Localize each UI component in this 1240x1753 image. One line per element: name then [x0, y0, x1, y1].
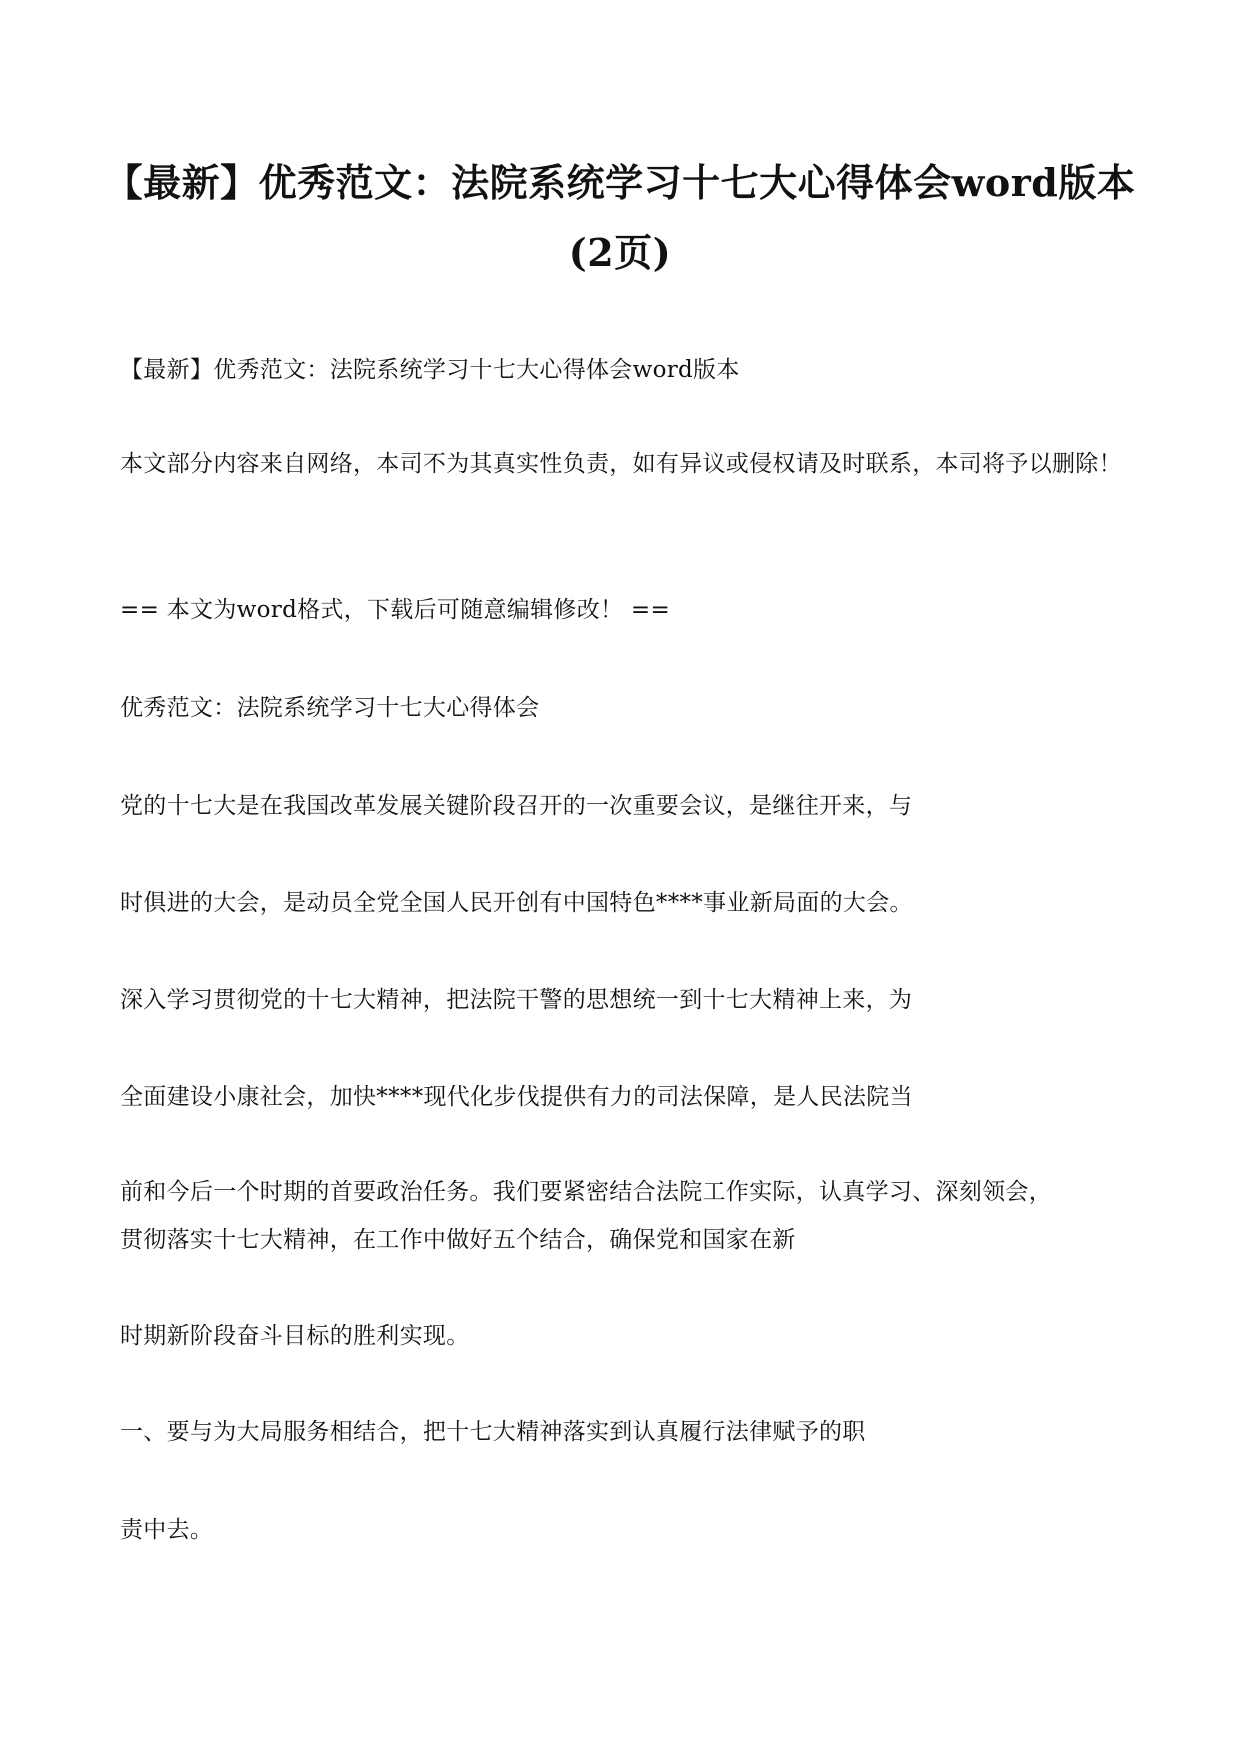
paragraph-heading-repeat: 【最新】优秀范文：法院系统学习十七大心得体会word版本 [120, 357, 740, 383]
paragraph-line-1: 党的十七大是在我国改革发展关键阶段召开的一次重要会议，是继往开来，与 [120, 793, 913, 819]
paragraph-line-8: 一、要与为大局服务相结合，把十七大精神落实到认真履行法律赋予的职 [120, 1419, 866, 1445]
paragraph-subtitle: 优秀范文：法院系统学习十七大心得体会 [120, 695, 540, 721]
paragraph-format-note: == 本文为word格式，下载后可随意编辑修改！ == [120, 597, 671, 623]
paragraph-line-3: 深入学习贯彻党的十七大精神，把法院干警的思想统一到十七大精神上来，为 [120, 987, 913, 1013]
title-line-1: 【最新】优秀范文：法院系统学习十七大心得体会word版本 [104, 160, 1136, 205]
paragraph-line-6: 贯彻落实十七大精神，在工作中做好五个结合，确保党和国家在新 [120, 1227, 796, 1253]
paragraph-disclaimer: 本文部分内容来自网络，本司不为其真实性负责，如有异议或侵权请及时联系，本司将予以删除！ [120, 451, 1122, 477]
paragraph-line-9: 责中去。 [120, 1517, 214, 1543]
document-title [100, 148, 1140, 288]
paragraph-line-4: 全面建设小康社会，加快****现代化步伐提供有力的司法保障，是人民法院当 [120, 1084, 913, 1110]
paragraph-line-7: 时期新阶段奋斗目标的胜利实现。 [120, 1323, 470, 1349]
paragraph-line-5: 前和今后一个时期的首要政治任务。我们要紧密结合法院工作实际，认真学习、深刻领会， [120, 1179, 1052, 1205]
paragraph-line-2: 时俱进的大会，是动员全党全国人民开创有中国特色****事业新局面的大会。 [120, 890, 913, 916]
title-line-2: (2页) [568, 230, 672, 275]
